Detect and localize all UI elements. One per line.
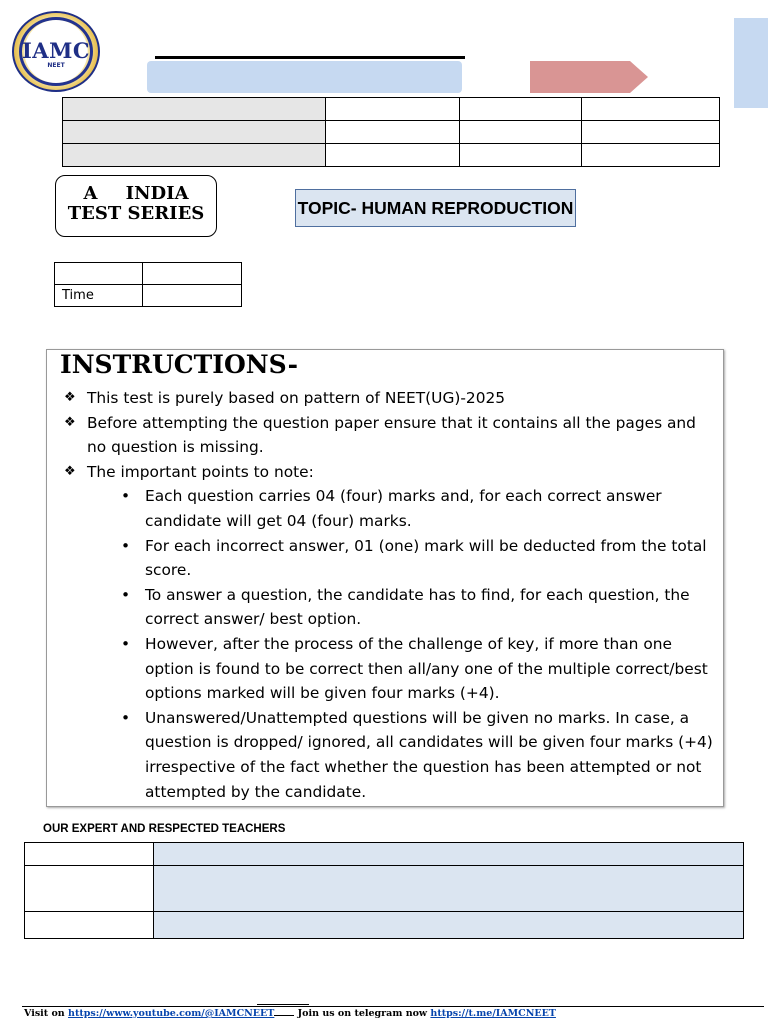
time-label: Time xyxy=(55,285,143,307)
dot-bullet-icon: • xyxy=(121,634,131,653)
teachers-table xyxy=(24,842,744,939)
sub-list-item: • For each incorrect answer, 01 (one) mark will be deducted from the total score. xyxy=(64,534,714,583)
teacher-name-cell xyxy=(25,912,154,939)
teacher-detail-cell xyxy=(154,866,744,912)
instructions-title: INSTRUCTIONS- xyxy=(60,350,298,379)
dot-bullet-icon: • xyxy=(121,536,131,555)
dot-bullet-icon: • xyxy=(121,585,131,604)
teacher-detail-cell xyxy=(154,912,744,939)
list-item: ❖ Before attempting the question paper ensure that it contains all the pages and no question is missing. xyxy=(64,411,714,460)
teacher-name-cell xyxy=(25,843,154,866)
footer xyxy=(24,1007,556,1019)
sub-list-item: • Unanswered/Unattempted questions will be given no marks. In case, a question is dropped/ ignored, all candidates will be given four marks (+4) irrespective of the fact whether the question has been attempted or not attempted by the candidate. xyxy=(64,706,714,804)
series-line-1: A INDIA xyxy=(83,183,189,204)
dot-bullet-icon: • xyxy=(121,708,131,727)
youtube-link[interactable]: https://www.youtube.com/@IAMCNEET xyxy=(68,1008,275,1019)
list-item: ❖ The important points to note: xyxy=(64,460,714,485)
teacher-name-cell xyxy=(25,866,154,912)
side-tab xyxy=(734,18,768,108)
sub-list-item: • To answer a question, the candidate has to find, for each question, the correct answer/ best option. xyxy=(64,583,714,632)
diamond-bullet-icon: ❖ xyxy=(64,414,76,430)
header-cell xyxy=(63,121,326,144)
time-table xyxy=(54,262,242,307)
instructions-list xyxy=(64,386,714,804)
test-series-box xyxy=(55,175,217,237)
header-table xyxy=(62,97,720,167)
diamond-bullet-icon: ❖ xyxy=(64,463,76,479)
list-item: ❖ This test is purely based on pattern of NEET(UG)-2025 xyxy=(64,386,714,411)
logo-subtext: NEET xyxy=(47,62,65,69)
dot-bullet-icon: • xyxy=(121,487,131,506)
time-value xyxy=(143,285,242,307)
footer-mark xyxy=(257,1004,309,1005)
time-table-cell xyxy=(55,263,143,285)
header-cell xyxy=(63,144,326,167)
header-cell xyxy=(63,98,326,121)
sub-list-item: • However, after the process of the challenge of key, if more than one option is found to be correct then all/any one of the multiple correct/best options marked will be given four marks (+4). xyxy=(64,632,714,706)
title-underline xyxy=(155,56,465,59)
topic-label: TOPIC- HUMAN REPRODUCTION xyxy=(295,189,576,227)
arrow-banner xyxy=(530,61,648,93)
teachers-title: OUR EXPERT AND RESPECTED TEACHERS xyxy=(43,823,286,835)
diamond-bullet-icon: ❖ xyxy=(64,390,76,405)
teacher-detail-cell xyxy=(154,843,744,866)
telegram-link[interactable]: https://t.me/IAMCNEET xyxy=(430,1008,556,1019)
header-bar xyxy=(147,61,462,93)
footer-join-text: Join us on telegram now xyxy=(297,1008,428,1019)
logo-text: IAMC xyxy=(21,38,91,63)
sub-list-item: • Each question carries 04 (four) marks and, for each correct answer candidate will get 04 (four) marks. xyxy=(64,484,714,533)
series-line-2: TEST SERIES xyxy=(67,203,205,224)
footer-visit-text: Visit on xyxy=(24,1008,65,1019)
